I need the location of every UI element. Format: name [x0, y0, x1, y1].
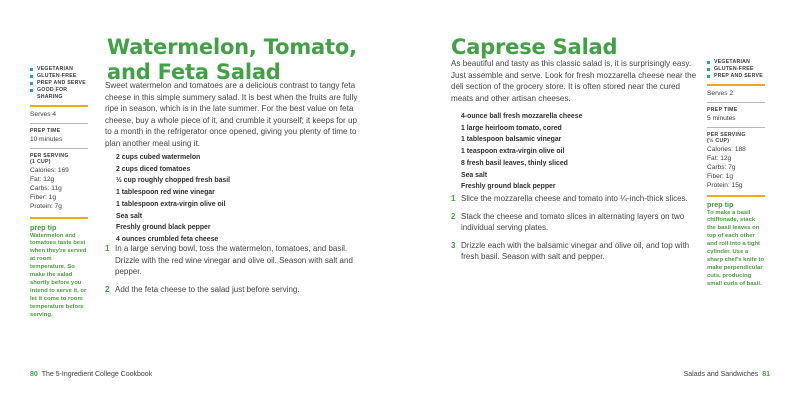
nutrition-protein: Protein: 7g [30, 202, 62, 210]
nutrition-carbs: Carbs: 11g [30, 184, 62, 192]
nutrition-fat: Fat: 12g [707, 154, 732, 162]
nutrition-fat: Fat: 12g [30, 175, 55, 183]
ingredient-item: 1 tablespoon extra-virgin olive oil [116, 200, 226, 208]
step-number: 3 [451, 240, 456, 250]
nutrition-protein: Protein: 15g [707, 181, 743, 189]
prep-tip-title: prep tip [30, 222, 57, 232]
ingredient-item: Freshly ground black pepper [116, 224, 211, 232]
step-text: Add the feta cheese to the salad just before serving. [115, 284, 300, 294]
tag-prep-and-serve: PREP AND SERVE [707, 73, 765, 80]
nutrition-calories: Calories: 169 [30, 166, 69, 174]
book-title: The 5-Ingredient College Cookbook [41, 371, 153, 378]
right-tag-list [707, 59, 765, 80]
ingredient-item: Freshly ground black pepper [461, 183, 556, 191]
ingredient-list [461, 111, 701, 193]
title-line-2: and Feta Salad [107, 60, 281, 84]
title-line-1: Caprese Salad [451, 35, 618, 59]
step-text: In a large serving bowl, toss the watermelon, tomatoes, and basil. Drizzle with the red wine vinegar and olive oil. Season with salt and pepper. [115, 244, 353, 277]
page-number: 81 [762, 371, 770, 378]
orange-divider [707, 84, 765, 86]
per-serving-label: PER SERVING [707, 131, 746, 138]
ingredient-item: 1 teaspoon extra-virgin olive oil [461, 148, 565, 156]
instruction-step [451, 193, 697, 205]
section-title: Salads and Sandwiches [683, 371, 759, 378]
tag-gluten-free: GLUTEN-FREE [707, 66, 765, 73]
divider [30, 148, 88, 149]
tag-good-for-sharing: GOOD FOR SHARING [30, 87, 88, 101]
page-number: 80 [30, 371, 38, 378]
instruction-list [105, 243, 363, 301]
instruction-step [451, 240, 697, 263]
tag-vegetarian: VEGETARIAN [30, 66, 88, 73]
prep-tip-title: prep tip [707, 199, 734, 209]
step-number: 1 [105, 244, 110, 253]
ingredient-item: 4 ounces crumbled feta cheese [116, 235, 219, 243]
orange-divider [30, 105, 88, 107]
tag-bullet-icon [30, 89, 33, 92]
left-sidebar [30, 66, 88, 319]
ingredient-list [116, 152, 366, 246]
prep-tip-text: Watermelon and tomatoes taste best when they're served at room temperature. So make the salad shortly before you intend to serve it, or let it come to room temperature before serving. [30, 232, 87, 318]
instruction-step [105, 243, 363, 278]
instruction-list [451, 193, 697, 269]
nutrition-fiber: Fiber: 1g [30, 193, 57, 201]
ingredient-item: 8 fresh basil leaves, thinly sliced [461, 159, 568, 167]
orange-divider [707, 195, 765, 197]
prep-time-label: PREP TIME [707, 107, 738, 113]
ingredient-item: ½ cup roughly chopped fresh basil [116, 177, 231, 185]
right-sidebar [707, 59, 765, 289]
ingredient-item: 4-ounce ball fresh mozzarella cheese [461, 113, 583, 120]
ingredient-item: 1 large heirloom tomato, cored [461, 124, 562, 132]
recipe-title [451, 35, 701, 60]
recipe-intro: As beautiful and tasty as this classic salad is, it is surprisingly easy. Just assemble and serve. Look for fresh mozzarella cheese near the deli section of the grocery store. It is often stored near the cured meats and other artisan cheeses. [451, 59, 697, 103]
ingredient-item: Sea salt [116, 212, 143, 220]
tag-vegetarian: VEGETARIAN [707, 59, 765, 66]
ingredient-item: 2 cups cubed watermelon [116, 154, 201, 161]
tag-bullet-icon [30, 68, 33, 71]
nutrition-fiber: Fiber: 1g [707, 172, 734, 180]
step-text: Drizzle each with the balsamic vinegar and olive oil, and top with fresh basil. Season with salt and pepper. [461, 240, 690, 262]
instruction-step [105, 284, 363, 296]
recipe-intro: Sweet watermelon and tomatoes are a delicious contrast to tangy feta cheese in this simple summery salad. It is best when the fruits are fully ripe in season, which is in the late summer. For the best value on feta cheese, buy a whole piece of it, and crumble it yourself; it keeps for up to a month in the refrigerator once opened, giving you plenty of time to plan another meal using it. [105, 81, 358, 148]
per-serving-label: PER SERVING [30, 152, 69, 159]
divider [707, 127, 765, 128]
tag-gluten-free: GLUTEN-FREE [30, 73, 88, 80]
instruction-step [451, 211, 697, 234]
tag-prep-and-serve: PREP AND SERVE [30, 80, 88, 87]
tag-bullet-icon [707, 68, 710, 71]
prep-time-value: 10 minutes [30, 135, 63, 143]
per-serving-amount: (½ CUP) [707, 138, 730, 144]
ingredient-item: 1 tablespoon red wine vinegar [116, 189, 215, 197]
recipe-title [107, 35, 407, 85]
tag-bullet-icon [707, 61, 710, 64]
right-page-footer [684, 371, 770, 378]
nutrition-calories: Calories: 188 [707, 145, 746, 153]
serves-text: Serves 2 [707, 90, 734, 97]
step-number: 2 [451, 211, 456, 221]
prep-time-value: 5 minutes [707, 114, 736, 122]
left-tag-list [30, 66, 88, 101]
ingredient-item: 1 tablespoon balsamic vinegar [461, 136, 562, 144]
divider [30, 123, 88, 124]
step-text: Slice the mozzarella cheese and tomato into ¼-inch-thick slices. [461, 194, 688, 203]
prep-tip-text: To make a basil chiffonade, stack the basil leaves on top of each other and roll into a tight cylinder. Use a sharp chef's knife to make perpendicular cuts, producing small curls of basil. [707, 209, 765, 287]
ingredient-item: 2 cups diced tomatoes [116, 165, 191, 173]
prep-time-label: PREP TIME [30, 128, 61, 134]
step-number: 1 [451, 194, 456, 203]
divider [707, 102, 765, 103]
left-page-footer [30, 371, 152, 378]
serves-text: Serves 4 [30, 111, 57, 118]
step-number: 2 [105, 284, 110, 294]
tag-bullet-icon [30, 75, 33, 78]
nutrition-carbs: Carbs: 7g [707, 163, 736, 171]
orange-divider [30, 217, 88, 219]
ingredient-item: Sea salt [461, 171, 488, 179]
title-line-1: Watermelon, Tomato, [107, 35, 357, 59]
per-serving-amount: (1 CUP) [30, 159, 51, 165]
step-text: Stack the cheese and tomato slices in alternating layers on two individual serving plates. [461, 211, 685, 233]
tag-bullet-icon [707, 75, 710, 78]
tag-bullet-icon [30, 82, 33, 85]
